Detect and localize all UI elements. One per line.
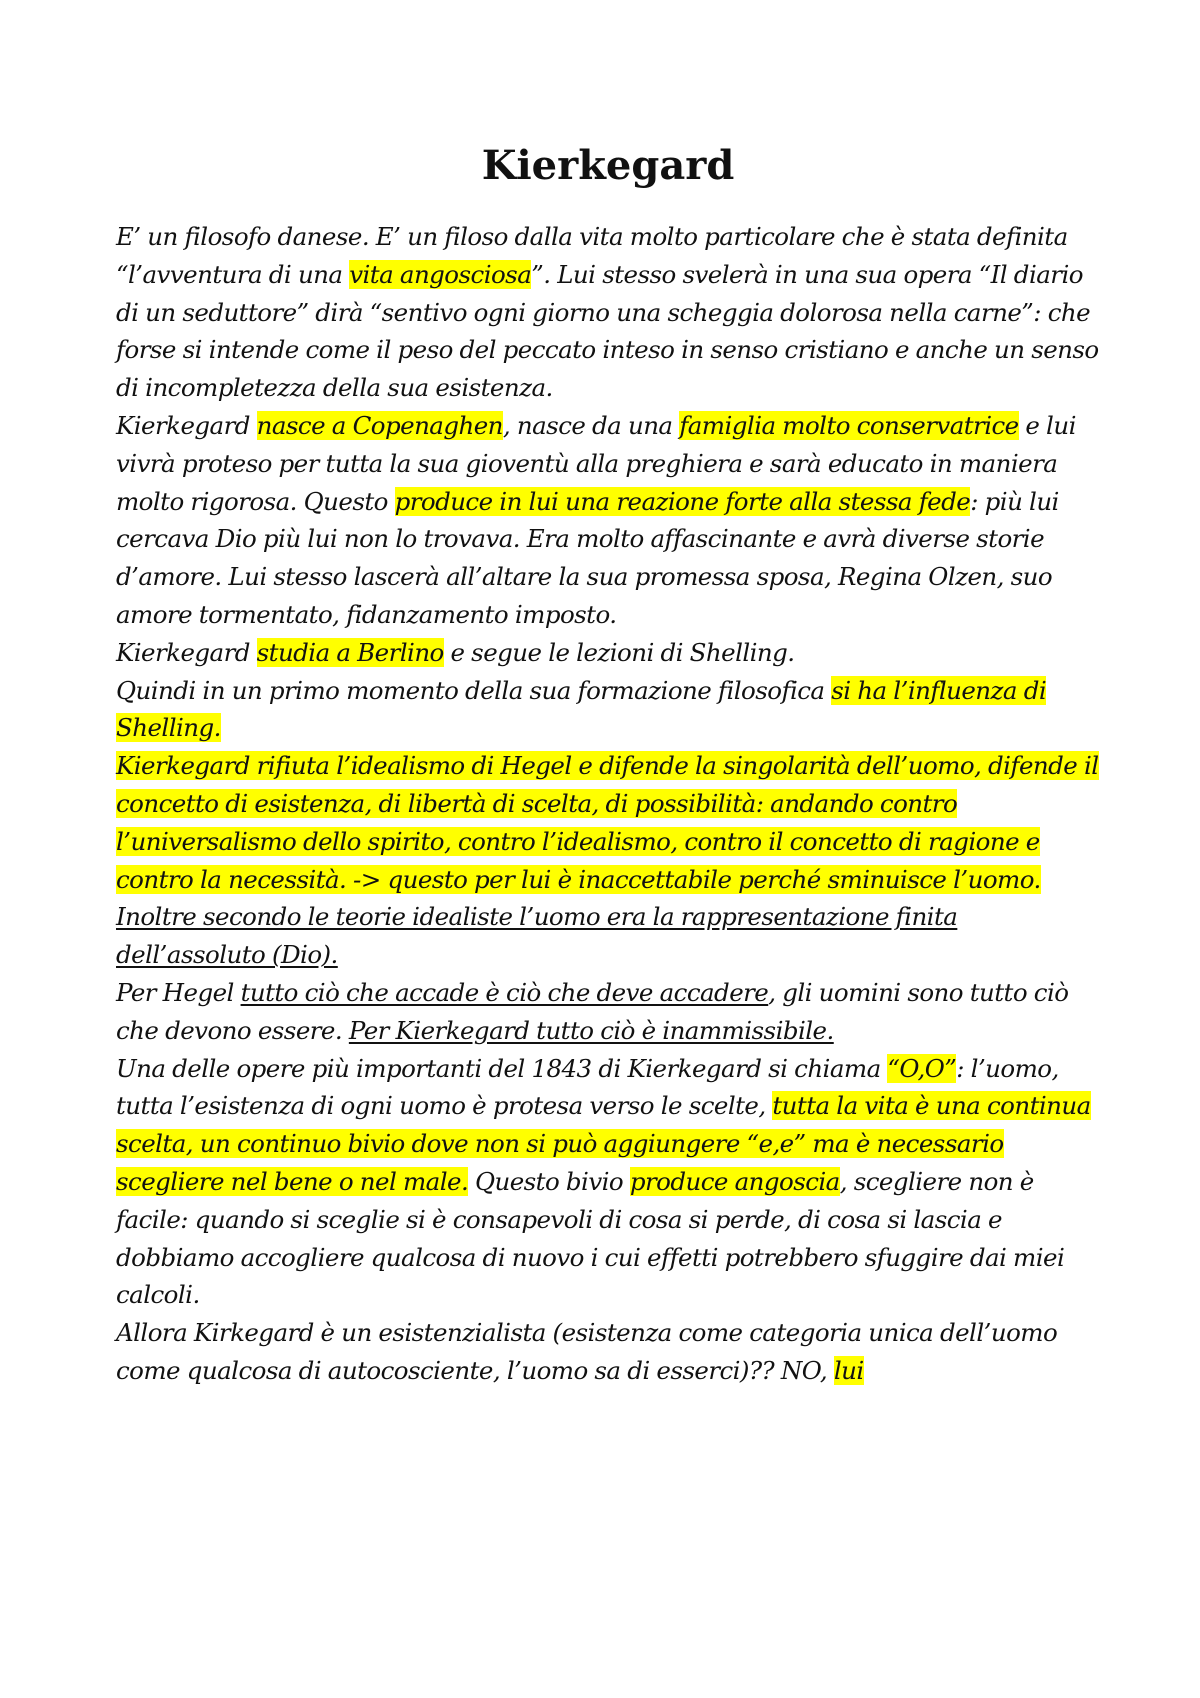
highlighted-text: produce angoscia xyxy=(629,1166,840,1196)
paragraph xyxy=(116,898,1100,974)
paragraph xyxy=(116,974,1100,1050)
text-run: Per Hegel xyxy=(116,977,241,1007)
highlighted-text: produce in lui una reazione forte alla stessa fede xyxy=(394,486,971,516)
text-run: Kierkegard xyxy=(116,637,257,667)
text-run: Quindi in un primo momento della sua formazione filosofica xyxy=(116,675,832,705)
paragraph xyxy=(116,672,1100,748)
text-run: E’ un filosofo danese. E’ un filoso dalla vita molto particolare che è stata definita “l’avventura di una xyxy=(116,222,1068,289)
paragraph xyxy=(116,747,1100,898)
underlined-text: tutto ciò che accade è ciò che deve accadere xyxy=(240,977,769,1007)
text-run: , gli uomini sono tutto ciò che devono essere. xyxy=(116,977,1069,1045)
highlighted-text: si ha l’influenza di Shelling. xyxy=(116,675,1047,743)
text-run: , scegliere non è facile: quando si sceglie si è consapevoli di cosa si perde, di cosa si lascia e dobbiamo accogliere qualcosa di nuovo i cui effetti potrebbero sfuggire dai miei calcoli. xyxy=(116,1166,1065,1310)
highlighted-text: tutta la vita è una continua scelta, un continuo bivio dove non si può aggiungere “e,e” ma è necessario scegliere nel bene o nel male. xyxy=(116,1091,1091,1196)
paragraph xyxy=(116,218,1100,407)
text-run: Kierkegard xyxy=(116,410,257,440)
paragraph xyxy=(116,1314,1100,1390)
text-run: Una delle opere più importanti del 1843 di Kierkegard si chiama xyxy=(116,1053,888,1083)
text-run: Allora Kirkegard è un esistenzialista (esistenza come categoria unica dell’uomo come qualcosa di autocosciente, l’uomo sa di esserci)?? NO, xyxy=(116,1318,1058,1385)
text-run: e lui vivrà proteso per tutta la sua gioventù alla preghiera e sarà educato in maniera molto rigorosa. Questo xyxy=(116,410,1076,516)
highlighted-text: “O,O” xyxy=(887,1053,957,1083)
highlighted-text: nasce a Copenaghen xyxy=(256,410,503,440)
document-title: Kierkegard xyxy=(481,142,735,189)
highlighted-text: vita angosciosa xyxy=(349,259,532,289)
text-run: Questo bivio xyxy=(468,1166,630,1196)
document-body xyxy=(116,218,1100,1390)
text-run: e segue le lezioni di Shelling. xyxy=(443,637,795,667)
paragraph xyxy=(116,634,1100,672)
highlighted-text: famiglia molto conservatrice xyxy=(679,410,1019,440)
highlighted-text: lui xyxy=(833,1355,864,1385)
text-run: , nasce da una xyxy=(502,410,680,440)
highlighted-text: studia a Berlino xyxy=(256,637,444,667)
paragraph xyxy=(116,407,1100,634)
highlighted-text: Kierkegard rifiuta l’idealismo di Hegel e difende la singolarità dell’uomo, difende il concetto di esistenza, di libertà di scelta, di possibilità: andando contro l’universalismo dello spirito, contro l’idealismo, contro il concetto di ragione e contro la necessità. -> questo per lui è inaccettabile perché sminuisce l’uomo. xyxy=(116,751,1099,894)
text-run: ”. Lui stesso svelerà in una sua opera “Il diario di un seduttore” dirà “sentivo ogni giorno una scheggia dolorosa nella carne”: che forse si intende come il peso del peccato inteso in senso cristiano e anche un senso di incompletezza della sua esistenza. xyxy=(116,259,1099,403)
underlined-text: Inoltre secondo le teorie idealiste l’uomo era la rappresentazione finita dell’assoluto (Dio). xyxy=(116,902,958,970)
text-run: : l’uomo, tutta l’esistenza di ogni uomo è protesa verso le scelte, xyxy=(116,1053,1059,1121)
underlined-text: Per Kierkegard tutto ciò è inammissibile. xyxy=(348,1015,834,1045)
paragraph xyxy=(116,1050,1100,1315)
text-run: : più lui cercava Dio più lui non lo trovava. Era molto affascinante e avrà diverse storie d’amore. Lui stesso lascerà all’altare la sua promessa sposa, Regina Olzen, suo amore tormentato, fidanzamento imposto. xyxy=(116,486,1059,629)
